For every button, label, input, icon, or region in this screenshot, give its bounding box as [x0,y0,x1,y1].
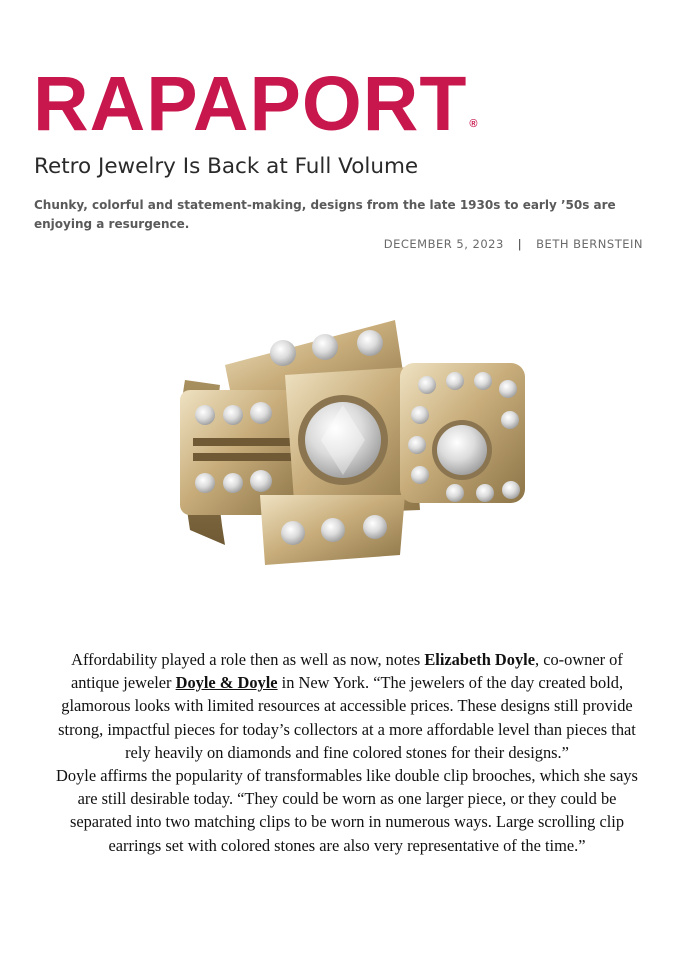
article-subtitle: Chunky, colorful and statement-making, designs from the late 1930s to early ’50s are enjoying a resurgence. [34,198,616,231]
body-text-span: in New York. “The jewelers of the day created bold, glamorous looks with limited resources at accessible prices. These designs still provide strong, impactful pieces for today’s collectors at a more affordable level than pieces that rely heavily on diamonds and fine colored stones for their designs.” [58,673,636,762]
byline [384,237,643,251]
rapaport-logo[interactable] [33,61,478,147]
publish-date: DECEMBER 5, 2023 [383,237,504,251]
doyle-and-doyle-link[interactable]: Doyle & Doyle [175,673,278,693]
byline-separator: | [517,237,523,251]
article-body [56,648,638,857]
article-title: Retro Jewelry Is Back at Full Volume [34,154,419,179]
registered-mark: ® [469,118,478,130]
body-text-span: Affordability played a role then as well as now, notes [71,650,425,669]
author-name[interactable]: BETH BERNSTEIN [536,237,643,251]
ring-photo [165,305,535,575]
logo-text: RAPAPORT [33,61,468,147]
body-text-span: , co-owner of antique jeweler [70,650,623,693]
quoted-person-name: Elizabeth Doyle [424,650,535,669]
body-paragraph-1 [56,648,638,764]
body-paragraph-2: Doyle affirms the popularity of transformables like double clip brooches, which she says are still desirable today. “They could be worn as one larger piece, or they could be separated into two matching clips to be worn in numerous ways. Large scrolling clip earrings set with colored stones are also very representative of the time.” [56,766,638,855]
